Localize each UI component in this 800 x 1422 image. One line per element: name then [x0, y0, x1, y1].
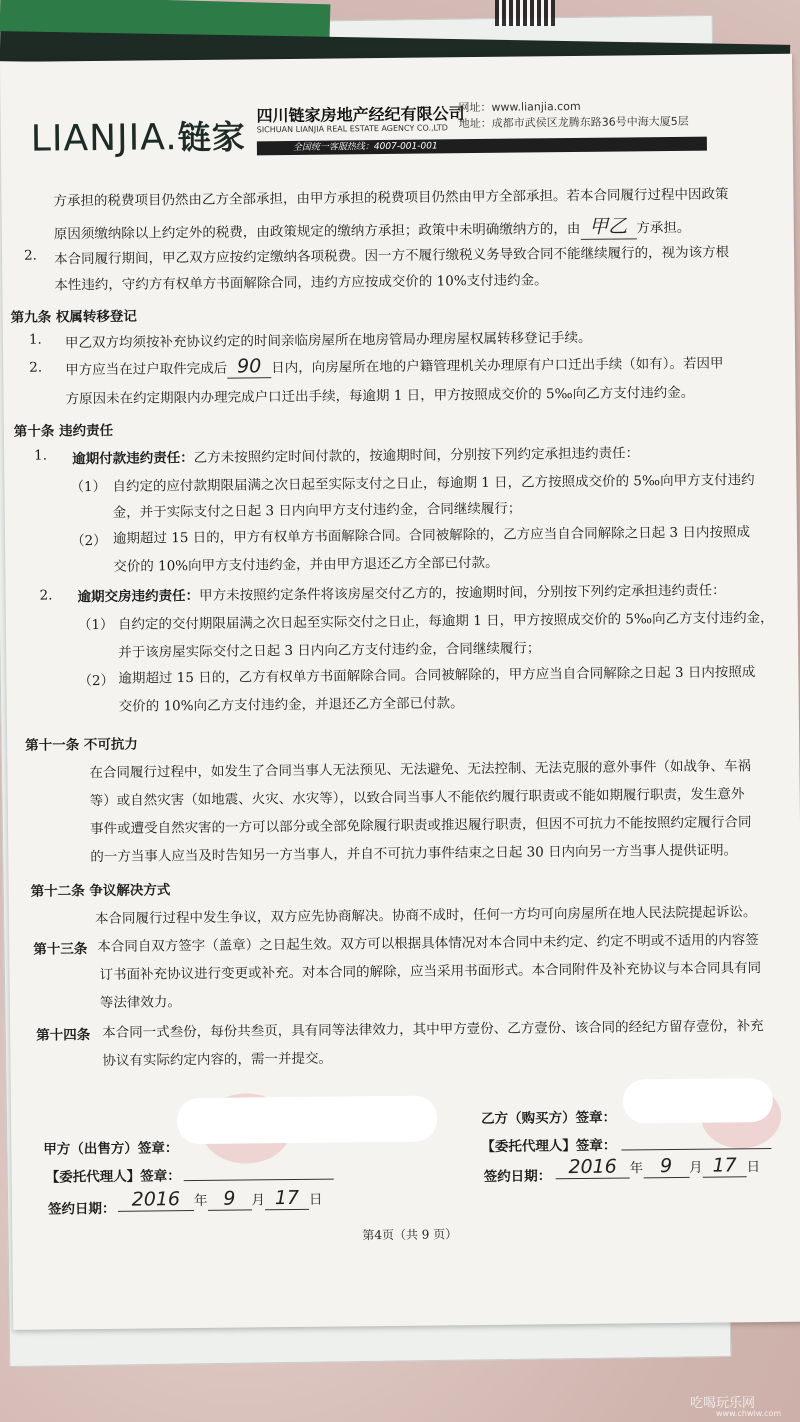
signature-label: 【委托代理人】签章： [481, 1137, 617, 1156]
clause-text: 自约定的应付款期限届满之次日起至实际支付之日止，每逾期 1 日，乙方按照成交价的 5‰向甲方支付违约 [112, 472, 755, 495]
clause-text: 本性违约，守约方有权单方书面解除合同，违约方应按成交价的 10%支付违约金。 [54, 272, 548, 294]
handwritten-day: 17 [702, 1154, 746, 1177]
date-label: 签约日期： [47, 1200, 116, 1218]
clause-text: 订书面补充协议进行变更或补充。对本合同的解除，应当采用书面形式。本合同附件及补充协议与本合同具有同 [99, 960, 762, 984]
watermark-sub: www.chwlw.com [716, 1409, 782, 1418]
clause-text: 交价的 10%向乙方支付违约金，并退还乙方全部已付款。 [118, 695, 464, 715]
clause-text: 事件或遭受自然灾害的一方可以部分或全部免除履行职责或推迟履行职责，但因不可抗力不能按照约定履行合同 [89, 814, 752, 838]
item-number: （1） [70, 478, 107, 496]
year-char: 年 [193, 1192, 208, 1210]
handwritten-year: 2016 [555, 1155, 629, 1179]
letterhead [30, 95, 711, 172]
day-char: 日 [746, 1159, 761, 1176]
clause-text: 金，并于实际支付之日起 3 日内向甲方支付违约金，合同继续履行； [112, 500, 522, 521]
date-fields [555, 1154, 760, 1179]
month-char: 月 [689, 1159, 703, 1176]
handwritten-month: 9 [643, 1155, 689, 1178]
item-number: 1. [28, 331, 42, 348]
signature-line [184, 1163, 334, 1182]
clause-heading: 第十二条 争议解决方式 [30, 882, 171, 900]
logo-latin: LIANJIA. [30, 117, 178, 160]
clause-text-part: 甲方未按照约定条件将该房屋交付乙方的，按逾期时间，分别按下列约定承担违约责任： [199, 582, 726, 604]
clause-text: 的一方当事人应当及时告知另一方当事人，并自不可抗力事件结束之日起 30 日内向另一方当事人提供证明。 [90, 842, 738, 866]
handwritten-month: 9 [207, 1187, 251, 1210]
clause-text: 协议有实际约定内容的，需一并提交。 [102, 1050, 333, 1069]
clause-text: 并于该房屋实际交付之日起 3 日内向乙方支付违约金，合同继续履行； [118, 640, 541, 661]
item-number: 2. [29, 359, 43, 376]
clause-text: 方原因未在约定期限内办理完成户口迁出手续，每逾期 1 日，甲方按照成交价的 5‰向乙方支付违约金。 [65, 384, 695, 408]
handwritten-day: 17 [265, 1187, 309, 1210]
item-number: （2） [70, 532, 107, 550]
watermark-text: 吃喝玩乐网 [690, 1396, 756, 1411]
clause-heading: 第十三条 [33, 941, 88, 958]
handwritten-year: 2016 [118, 1188, 194, 1212]
signature-line [621, 1132, 771, 1151]
signature-label: 乙方（购买方）签章： [481, 1109, 617, 1128]
handwritten-party: 甲乙 [580, 211, 636, 240]
company-name-en: SICHUAN LIANJIA REAL ESTATE AGENCY CO.,LTD [256, 123, 448, 135]
item-number: 1. [34, 447, 48, 464]
year-char: 年 [629, 1160, 644, 1177]
page-number: 第4页（共 9 页） [362, 1227, 458, 1243]
contract-page [0, 54, 800, 1330]
clause-text [54, 211, 691, 246]
clause-text: 本合同履行期间，甲乙双方应按约定缴纳各项税费。因一方不履行缴税义务导致合同不能继续履行的，视为该方根 [53, 244, 730, 268]
clause-text: 本合同一式叁份，每份共叁页，具有同等法律效力，其中甲方壹份、乙方壹份、该合同的经纪方留存壹份，补充 [102, 1018, 764, 1041]
item-number: （1） [77, 616, 114, 634]
clause-text: 交价的 10%向甲方支付违约金，并由甲方退还乙方全部已付款。 [113, 554, 499, 575]
logo-cn: 链家 [177, 117, 246, 158]
clause-heading: 第十一条 不可抗力 [25, 736, 138, 754]
clause-text: 逾期超过 15 日的，甲方有权单方书面解除合同。合同被解除的，乙方应当自合同解除之日起 3 日内按照成 [112, 524, 750, 547]
clause-text-part: 日内，向房屋所在地的户籍管理机关办理原有户口迁出手续（如有）。若因甲 [271, 355, 724, 377]
sub-heading: 逾期付款违约责任： [72, 449, 194, 468]
redacted-signature [177, 1095, 437, 1144]
day-char: 日 [308, 1191, 323, 1208]
sub-heading: 逾期交房违约责任： [77, 587, 200, 606]
item-number: 2. [23, 247, 38, 264]
website-text: 网址：www.lianjia.com [458, 99, 581, 115]
qr-code-image [495, 0, 555, 26]
hotline-text: 全国统一客服热线：4007-001-001 [292, 141, 438, 153]
handwritten-days: 90 [227, 355, 271, 378]
clause-heading: 第九条 权属转移登记 [10, 308, 137, 326]
clause-text: 逾期超过 15 日的，乙方有权单方书面解除合同。合同被解除的，甲方应当自合同解除之日起 3 日内按照成 [118, 664, 756, 687]
clause-text: 在合同履行过程中，如发生了合同当事人无法预见、无法避免、无法控制、无法克服的意外事件（如战争、车祸 [89, 758, 751, 782]
clause-text-part: 方承担。 [636, 219, 691, 237]
lianjia-logo [31, 111, 246, 160]
address-text: 地址：成都市武侯区龙腾东路36号中海大厦5层 [458, 114, 689, 131]
clause-text-part: 甲方应当在过户取件完成后 [65, 360, 228, 379]
month-char: 月 [251, 1192, 266, 1209]
clause-text: 等）或自然灾害（如地震、火灾、水灾等），以致合同当事人不能依约履行职责或不能如期履行职责，发生意外 [89, 786, 745, 810]
clause-text [65, 350, 723, 380]
item-number: （2） [78, 672, 115, 690]
clause-text [77, 578, 725, 605]
date-fields [118, 1187, 323, 1212]
date-label: 签约日期： [483, 1168, 552, 1185]
signature-label: 【委托代理人】签章： [45, 1168, 181, 1186]
clause-text-part: 原因须缴纳除以上约定外的税费，由政策规定的缴纳方承担；政策中未明确缴纳方的，由 [53, 220, 581, 243]
company-name-cn: 四川链家房地产经纪有限公司 [256, 104, 465, 126]
clause-text: 等法律效力。 [99, 994, 181, 1012]
clause-text: 本合同自双方签字（盖章）之日起生效。双方可以根据具体情况对本合同中未约定、约定不明或不适用的内容签 [97, 932, 759, 956]
clause-heading: 第十四条 [36, 1027, 91, 1044]
clause-text: 本合同履行过程中发生争议，双方应先协商解决。协商不成时，任何一方均可向房屋所在地人民法院提起诉讼。 [94, 904, 757, 928]
clause-text-part: 乙方未按照约定时间付款的，按逾期时间，分别按下列约定承担违约责任： [193, 445, 640, 466]
clause-text [72, 441, 639, 467]
signature-label: 甲方（出售方）签章： [43, 1140, 179, 1158]
site-watermark [690, 1392, 781, 1418]
redacted-signature [623, 1078, 773, 1124]
clause-text: 自约定的交付期限届满之次日起至实际交付之日止，每逾期 1 日，甲方按照成交价的 5‰向乙方支付违约金， [117, 609, 774, 633]
clause-heading: 第十条 违约责任 [13, 422, 114, 440]
clause-text: 方承担的税费项目仍然由乙方全部承担，由甲方承担的税费项目仍然由甲方全部承担。若本合同履行过程中因政策 [53, 186, 729, 210]
clause-text: 甲乙双方均须按补充协议约定的时间亲临房屋所在地房管局办理房屋权属转移登记手续。 [64, 329, 592, 352]
item-number: 2. [39, 587, 53, 604]
